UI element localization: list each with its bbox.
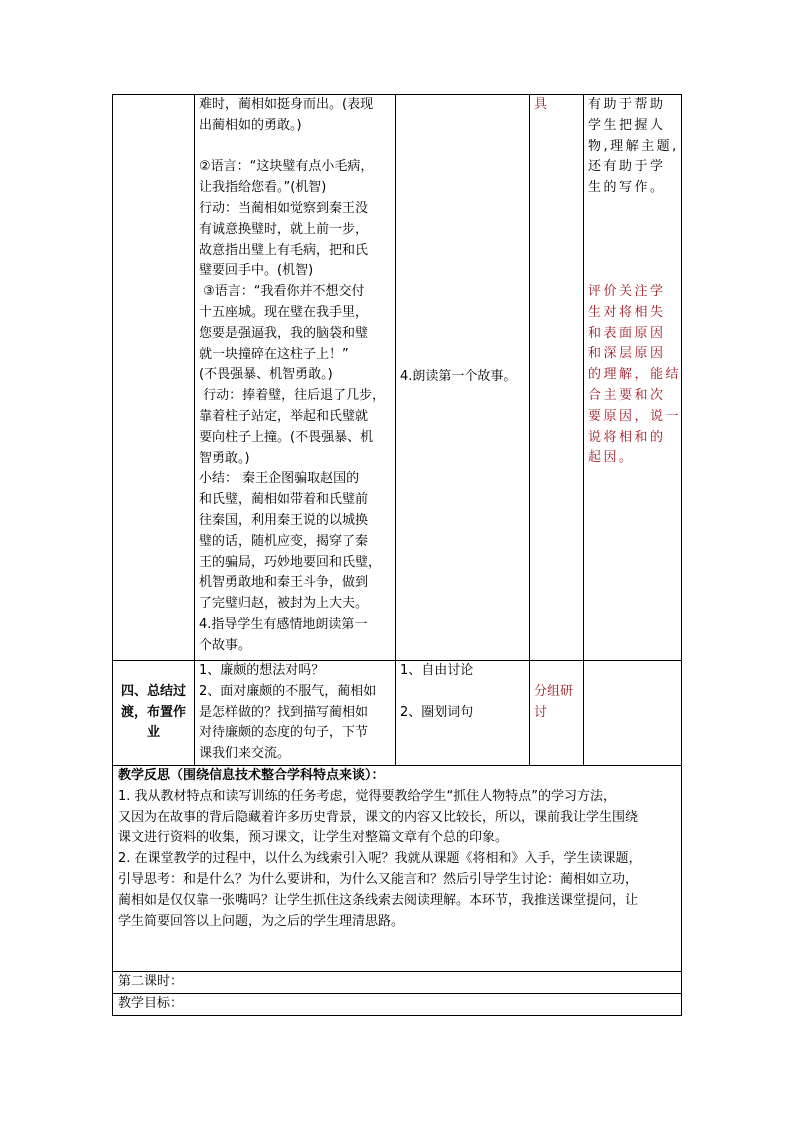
text-line: 说将相和的 xyxy=(588,429,666,445)
table-row xyxy=(113,95,682,661)
text-line: 出蔺相如的勇敢。) xyxy=(199,117,302,133)
text-line: 要原因，说一 xyxy=(588,408,682,424)
text-line: 和氏璧，蔺相如带着和氏璧前 xyxy=(199,492,369,508)
reflection-text xyxy=(118,787,676,933)
design-intent-text xyxy=(588,95,677,199)
text-line: 又因为在故事的背后隐藏着许多历史背景，课文的内容又比较长，所以，课前我让学生围绕 xyxy=(118,809,639,825)
text-line: 有助于帮助 xyxy=(588,97,666,112)
text-line: 蔺相如是仅仅靠一张嘴吗？让学生抓住这条线索去阅读理解。本环节，我推送课堂提问，让 xyxy=(118,892,639,908)
text-line: (不畏强暴、机智勇敢。) xyxy=(199,367,333,383)
method-text xyxy=(534,682,579,724)
text-line: 物,理解主题, xyxy=(588,138,679,154)
notes-cell xyxy=(584,95,682,661)
text-line: 渡，布置作 xyxy=(120,704,186,720)
text-line: 业 xyxy=(146,725,160,741)
text-line: 4.指导学生有感情地朗读第一 xyxy=(199,616,368,632)
text-line: 合主要和次 xyxy=(588,387,666,403)
student-activity-1: 1、自由讨论 xyxy=(400,663,474,678)
second-lesson-cell xyxy=(113,971,682,993)
text-line: 2、面对廉颇的不服气，蔺相如 xyxy=(199,683,377,699)
table-row xyxy=(113,971,682,993)
text-line: 课我们来交流。 xyxy=(199,746,291,762)
text-line: 的理解，能结 xyxy=(588,367,682,383)
text-line: ③语言：“我看你并不想交付 xyxy=(199,284,365,300)
text-line: 十五座城。现在璧在我手里， xyxy=(199,304,369,320)
text-line: 往秦国，利用秦王说的以城换 xyxy=(199,512,369,528)
text-line: 机智勇敢地和秦王斗争，做到 xyxy=(199,575,369,591)
student-activity-text: 4.朗读第一个故事。 xyxy=(400,369,517,385)
text-line: 还有助于学 xyxy=(588,159,666,175)
text-line: 璧要回手中。(机智) xyxy=(199,263,314,279)
table-row xyxy=(113,661,682,766)
teaching-process-text xyxy=(199,95,391,657)
text-line: 璧的话，随机应变，揭穿了秦 xyxy=(199,533,369,549)
stage-cell xyxy=(113,95,195,661)
text-line: 引导思考：和是什么？为什么要讲和，为什么又能言和？然后引导学生讨论：蔺相如立功， xyxy=(118,871,639,887)
text-line: 1、廉颇的想法对吗？ xyxy=(199,663,325,678)
text-line: 2. 在课堂教学的过程中，以什么为线索引入呢？我就从课题《将相和》入手，学生读课题， xyxy=(118,851,642,867)
text-line: 和深层原因 xyxy=(588,346,666,362)
text-line: 要向柱子上撞。(不畏强暴、机 xyxy=(199,429,374,445)
text-line: 让我指给您看。”(机智) xyxy=(199,180,327,196)
method-cell xyxy=(530,95,584,661)
evaluation-text xyxy=(588,282,682,469)
text-line: 智勇敢。) xyxy=(199,450,250,466)
text-line: 起因。 xyxy=(588,450,635,466)
text-line xyxy=(199,137,391,158)
student-activity-cell xyxy=(396,661,530,766)
text-line: 课文进行资料的收集，预习课文，让学生对整篇文章有个总的印象。 xyxy=(118,830,509,846)
reflection-cell xyxy=(113,765,682,971)
text-line: ②语言：“这块璧有点小毛病， xyxy=(199,159,374,175)
text-line: 讨 xyxy=(534,704,548,720)
text-line: 行动：捧着璧，往后退了几步， xyxy=(199,388,386,404)
reflection-row xyxy=(113,765,682,971)
student-activity-cell xyxy=(396,95,530,661)
method-text: 具 xyxy=(534,97,548,112)
objectives-label: 教学目标： xyxy=(118,995,184,1011)
text-line: 小结： 秦王企图骗取赵国的 xyxy=(199,471,360,487)
table-row xyxy=(113,993,682,1015)
notes-cell xyxy=(584,661,682,766)
text-line: 王的骗局，巧妙地要回和氏璧， xyxy=(199,554,382,570)
teaching-process-text xyxy=(199,661,391,765)
text-line: 对待廉颇的态度的句子，下节 xyxy=(199,725,369,741)
reflection-title: 教学反思（围绕信息技术整合学科特点来谈）： xyxy=(118,767,385,783)
text-line: 生的写作。 xyxy=(588,180,666,196)
text-line: 生对将相失 xyxy=(588,304,666,320)
text-line: 就一块撞碎在这柱子上！” xyxy=(199,346,349,362)
text-line: 个故事。 xyxy=(199,637,252,653)
text-line: 您要是强逼我，我的脑袋和璧 xyxy=(199,325,369,341)
text-line: 靠着柱子站定，举起和氏璧就 xyxy=(199,408,369,424)
text-line: 1. 我从教材特点和读写训练的任务考虑，觉得要教给学生“抓住人物特点”的学习方法， xyxy=(118,788,617,804)
text-line: 了完璧归赵，被封为上大夫。 xyxy=(199,596,369,612)
text-line: 和表面原因 xyxy=(588,325,666,341)
objectives-cell xyxy=(113,993,682,1015)
text-line: 学生把握人 xyxy=(588,117,666,133)
text-line: 分组研 xyxy=(534,683,574,699)
text-line: 评价关注学 xyxy=(588,283,666,299)
teaching-process-cell xyxy=(195,661,396,766)
text-line: 难时，蔺相如挺身而出。(表现 xyxy=(199,97,374,112)
method-cell xyxy=(530,661,584,766)
student-activity-2: 2、圈划词句 xyxy=(400,704,474,720)
stage-title xyxy=(117,682,190,744)
text-line: 学生简要回答以上问题，为之后的学生理清思路。 xyxy=(118,913,405,929)
text-line: 有诚意换璧时，就上前一步， xyxy=(199,221,369,237)
text-line: 故意指出璧上有毛病，把和氏 xyxy=(199,242,369,258)
text-line: 行动：当蔺相如觉察到秦王没 xyxy=(199,200,369,216)
text-line: 是怎样做的？找到描写蔺相如 xyxy=(199,704,369,720)
stage-cell xyxy=(113,661,195,766)
lesson-plan-table xyxy=(112,94,682,1016)
teaching-process-cell xyxy=(195,95,396,661)
text-line: 四、总结过 xyxy=(120,683,186,699)
second-lesson-label: 第二课时： xyxy=(118,973,184,989)
